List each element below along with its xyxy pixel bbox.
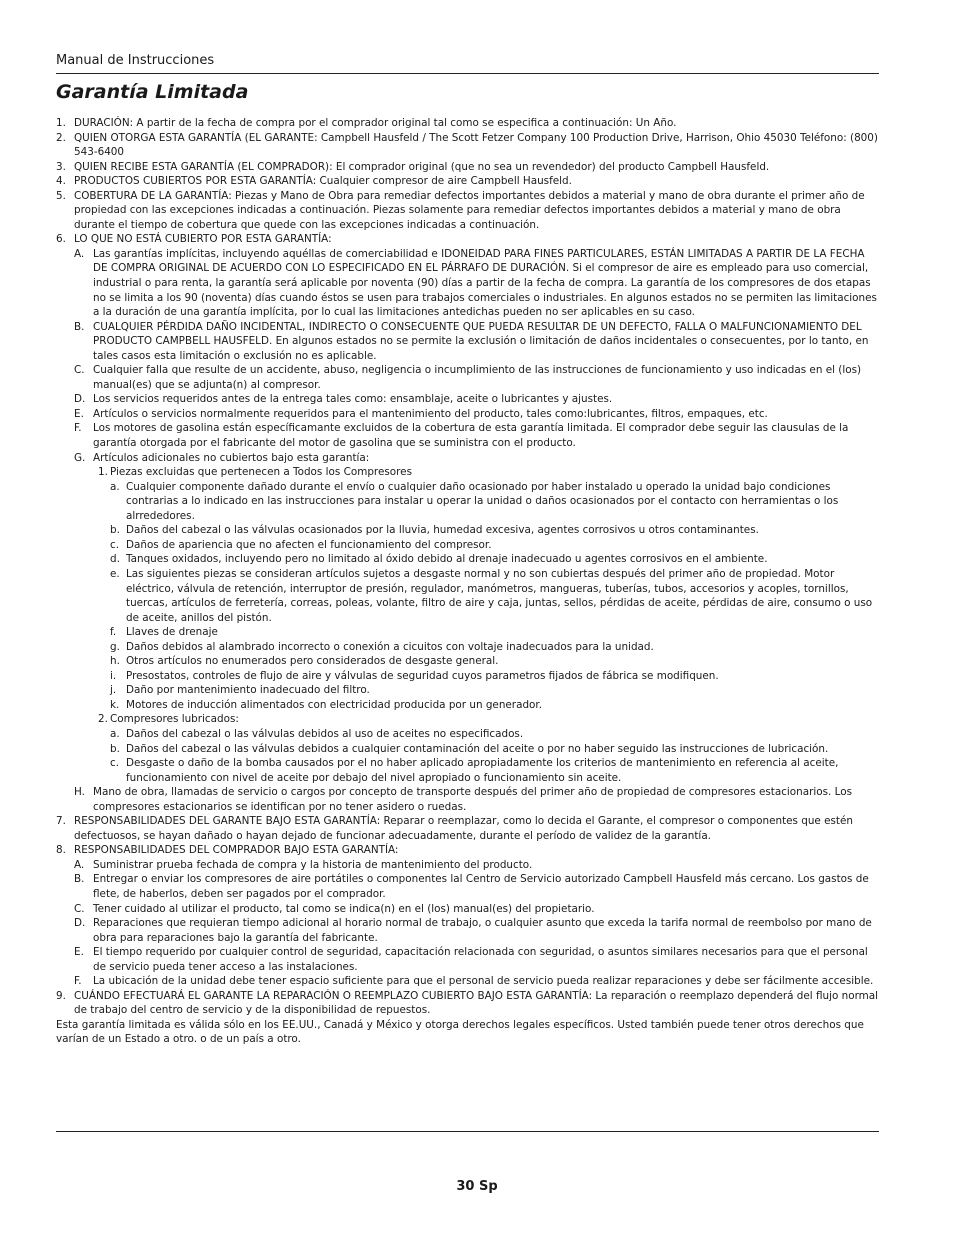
item-number: B. (74, 873, 85, 886)
warranty-item (56, 858, 880, 873)
item-text: Daños de apariencia que no afecten el funcionamiento del compresor. (126, 538, 492, 551)
item-number: a. (110, 480, 120, 493)
warranty-item (56, 698, 880, 713)
item-number: h. (110, 655, 120, 668)
warranty-item (56, 902, 880, 917)
warranty-item (56, 567, 880, 625)
warranty-item (56, 160, 880, 175)
item-number: 2. (98, 713, 108, 726)
item-text: Cualquier componente dañado durante el envío o cualquier daño ocasionado por haber instalado u operado la unidad bajo condiciones contrarias a lo indicado en las instrucciones para instalar u operar la unidad o daños ocasionados por el contacto con herramientas o los alrrededores. (126, 480, 839, 522)
item-text: Suministrar prueba fechada de compra y la historia de mantenimiento del producto. (93, 858, 533, 871)
item-number: H. (74, 786, 85, 799)
warranty-item (56, 232, 880, 247)
page-title: Garantía Limitada (56, 81, 249, 103)
item-number: 4. (56, 175, 66, 188)
item-number: 5. (56, 189, 66, 202)
item-text: CUALQUIER PÉRDIDA DAÑO INCIDENTAL, INDIRECTO O CONSECUENTE QUE PUEDA RESULTAR DE UN DEFECTO, FALLA O MALFUNCIONAMIENTO DEL PRODUCTO CAMPBELL HAUSFELD. En algunos estados no se permite la exclusión o limitación de daños incidentales o consecuentes, por lo tanto, en tales casos esta limitación o exclusión no es aplicable. (93, 320, 869, 362)
item-number: k. (110, 698, 120, 711)
item-number: B. (74, 320, 85, 333)
item-text: Mano de obra, llamadas de servicio o cargos por concepto de transporte después del primer año de propiedad de compresores estacionarios. Los compresores estacionarios se identifican por no tener asidero o ruedas. (93, 786, 853, 813)
item-text: Compresores lubricados: (110, 713, 239, 726)
item-number: 3. (56, 160, 66, 173)
item-text: Presostatos, controles de flujo de aire y válvulas de seguridad cuyos parametros fijados de fábrica se modifiquen. (126, 669, 719, 682)
warranty-item (56, 916, 880, 945)
item-number: E. (74, 407, 84, 420)
warranty-item (56, 421, 880, 450)
warranty-item (56, 654, 880, 669)
item-number: a. (110, 727, 120, 740)
item-number: e. (110, 567, 120, 580)
item-number: F. (74, 422, 82, 435)
warranty-item (56, 480, 880, 524)
item-text: Daños del cabezal o las válvulas debidos al uso de aceites no especificados. (126, 727, 524, 740)
item-number: f. (110, 626, 117, 639)
item-number: C. (74, 364, 85, 377)
warranty-item (56, 552, 880, 567)
item-number: c. (110, 757, 120, 770)
item-text: Cualquier falla que resulte de un accidente, abuso, negligencia o incumplimiento de las instrucciones de funcionamiento y uso indicadas en el (los) manual(es) que se adjunta(n) al compresor. (93, 364, 862, 391)
item-text: Artículos adicionales no cubiertos bajo esta garantía: (93, 451, 370, 464)
warranty-item (56, 712, 880, 727)
item-text: Los servicios requeridos antes de la entrega tales como: ensamblaje, aceite o lubricantes y ajustes. (93, 393, 613, 406)
warranty-item (56, 247, 880, 320)
item-number: D. (74, 393, 86, 406)
page-number: 30 Sp (456, 1179, 498, 1194)
running-header: Manual de Instrucciones (56, 53, 215, 68)
item-number: 1. (56, 117, 66, 129)
item-number: 1. (98, 466, 108, 479)
item-text: Los motores de gasolina están específicamante excluidos de la cobertura de esta garantía limitada. El comprador debe seguir las clausulas de la garantía otorgada por el fabricante del motor de gasolina que se suministra con el producto. (93, 422, 849, 450)
item-text: Desgaste o daño de la bomba causados por el no haber aplicado apropiadamente los criterios de mantenimiento en referencia al aceite, funcionamiento con nivel de aceite por debajo del nivel apropiado o funcionamiento sin aceite. (126, 757, 839, 784)
item-number: b. (110, 742, 120, 755)
item-number: 2. (56, 131, 66, 144)
item-number: A. (74, 858, 85, 871)
item-text: COBERTURA DE LA GARANTÍA: Piezas y Mano de Obra para remediar defectos importantes debidos a material y mano de obra durante el primer año de propiedad con las excepciones indicadas a continuación. Piezas solamente para remediar defectos importantes debidos a material y mano de obra durante el tiempo de cobertura que quede con las excepciones indicadas a continuación. (74, 189, 865, 231)
warranty-item (56, 625, 880, 640)
item-text: Daño por mantenimiento inadecuado del filtro. (126, 684, 370, 697)
item-number: 7. (56, 815, 66, 828)
item-text: QUIEN RECIBE ESTA GARANTÍA (EL COMPRADOR): El comprador original (que no sea un revendedor) del producto Campbell Hausfeld. (74, 160, 770, 173)
warranty-item (56, 785, 880, 814)
item-number: 8. (56, 844, 66, 857)
item-number: C. (74, 902, 85, 915)
item-text: PRODUCTOS CUBIERTOS POR ESTA GARANTÍA: Cualquier compresor de aire Campbell Hausfeld. (74, 175, 572, 188)
item-text: CUÁNDO EFECTUARÁ EL GARANTE LA REPARACIÓN O REEMPLAZO CUBIERTO BAJO ESTA GARANTÍA: La reparación o reemplazo dependerá del flujo normal de trabajo del centro de servicio y de la disponibilidad de repuestos. (74, 989, 879, 1017)
warranty-item (56, 174, 880, 189)
item-text: LO QUE NO ESTÁ CUBIERTO POR ESTA GARANTÍA: (74, 233, 332, 246)
item-number: d. (110, 553, 120, 566)
item-number: i. (110, 669, 117, 682)
warranty-item (56, 320, 880, 364)
item-text: La ubicación de la unidad debe tener espacio suficiente para que el personal de servicio pueda realizar reparaciones y debe ser fácilmente accesible. (93, 975, 874, 988)
item-text: Llaves de drenaje (126, 626, 218, 639)
warranty-item (56, 814, 880, 843)
item-number: D. (74, 917, 86, 930)
warranty-item (56, 407, 880, 422)
item-text: Tanques oxidados, incluyendo pero no limitado al óxido debido al drenaje inadecuado u agentes corrosivos en el ambiente. (126, 553, 768, 566)
item-number: F. (74, 975, 82, 988)
warranty-item (56, 974, 880, 989)
item-text: Otros artículos no enumerados pero considerados de desgaste general. (126, 655, 499, 668)
warranty-item (56, 742, 880, 757)
item-text: Daños del cabezal o las válvulas debidos a cualquier contaminación del aceite o por no haber seguido las instrucciones de lubricación. (126, 742, 829, 755)
warranty-item (56, 683, 880, 698)
item-number: g. (110, 640, 120, 653)
warranty-item (56, 465, 880, 480)
item-text: Artículos o servicios normalmente requeridos para el mantenimiento del producto, tales como:lubricantes, filtros, empaques, etc. (93, 407, 768, 420)
item-text: Entregar o enviar los compresores de aire portátiles o componentes lal Centro de Servicio autorizado Campbell Hausfeld más cercano. Los gastos de flete, de haberlos, deben ser pagados por el comprador. (93, 873, 869, 900)
item-text: Motores de inducción alimentados con electricidad producida por un generador. (126, 698, 543, 711)
item-text: Las siguientes piezas se consideran artículos sujetos a desgaste normal y no son cubiertas después del primer año de propiedad. Motor eléctrico, válvula de retención, interruptor de presión, regulador, manómetros, mangueras, tuberías, tubos, accesorios y acoples, tornillos, tuercas, artículos de ferretería, correas, poleas, volante, filtro de aire y caja, juntas, sellos, pérdidas de aceite, pérdidas de aire, consumo o uso de aceite, anillos del pistón. (126, 567, 873, 624)
item-number: b. (110, 524, 120, 537)
item-number: A. (74, 247, 85, 260)
warranty-item (56, 756, 880, 785)
warranty-item (56, 945, 880, 974)
warranty-item (56, 523, 880, 538)
warranty-item (56, 669, 880, 684)
warranty-item (56, 872, 880, 901)
item-text: Piezas excluidas que pertenecen a Todos los Compresores (110, 466, 412, 479)
item-text: QUIEN OTORGA ESTA GARANTÍA (EL GARANTE: Campbell Hausfeld / The Scott Fetzer Company 100 Production Drive, Harrison, Ohio 45030 Teléfono: (800) 543-6400 (74, 131, 878, 159)
item-text: RESPONSABILIDADES DEL GARANTE BAJO ESTA GARANTÍA: Reparar o reemplazar, como lo decida el Garante, el compresor o componentes que estén defectuosos, se hayan dañado o hayan dejado de funcionar adecuadamente, durante el período de validez de la garantía. (74, 815, 853, 842)
warranty-item (56, 843, 880, 858)
warranty-item (56, 640, 880, 655)
item-text: Daños debidos al alambrado incorrecto o conexión a cicuitos con voltaje inadecuados para la unidad. (126, 640, 654, 653)
item-number: E. (74, 946, 84, 959)
item-number: 6. (56, 233, 66, 246)
item-text: Reparaciones que requieran tiempo adicional al horario normal de trabajo, o cualquier asunto que exceda la tarifa normal de reembolso por mano de obra para reparaciones bajo la garantía del fabricante. (93, 917, 872, 944)
closing-statement: Esta garantía limitada es válida sólo en los EE.UU., Canadá y México y otorga derechos legales específicos. Usted también puede tener otros derechos que varían de un Estado a otro. o de un país a otro. (56, 1018, 864, 1046)
item-number: G. (74, 451, 86, 464)
header-divider (56, 73, 879, 74)
item-text: Las garantías implícitas, incluyendo aquéllas de comerciabilidad e IDONEIDAD PARA FINES PARTICULARES, ESTÁN LIMITADAS A PARTIR DE LA FECHA DE COMPRA ORIGINAL DE ACUERDO CON LO ESPECIFICADO EN EL PÁRRAFO DE DURACIÓN. Si el compresor de aire es empleado para uso comercial, industrial o para renta, la garantía será aplicable por noventa (90) días a partir de la fecha de compra. La garantía de los compresores de dos etapas no se limita a los 90 (noventa) días cuando éstos se usen para trabajos comerciales o industriales. En algunos estados no se permiten las limitaciones a la duración de una garantía implícita, por lo cual las limitaciones antedichas pueden no ser aplicables en su caso. (93, 247, 877, 319)
warranty-item (56, 727, 880, 742)
warranty-item (56, 116, 880, 131)
warranty-item (56, 189, 880, 233)
item-text: RESPONSABILIDADES DEL COMPRADOR BAJO ESTA GARANTÍA: (74, 844, 399, 857)
warranty-item (56, 451, 880, 466)
warranty-item (56, 131, 880, 160)
warranty-item (56, 989, 880, 1018)
item-text: Daños del cabezal o las válvulas ocasionados por la lluvia, humedad excesiva, agentes corrosivos u otros contaminantes. (126, 524, 759, 537)
footer-divider (56, 1131, 879, 1132)
item-number: j. (110, 684, 117, 697)
warranty-item (56, 392, 880, 407)
item-number: 9. (56, 989, 66, 1002)
item-text: DURACIÓN: A partir de la fecha de compra por el comprador original tal como se especifica a continuación: Un Año. (74, 117, 677, 129)
warranty-body (56, 116, 880, 1047)
warranty-item (56, 363, 880, 392)
item-text: El tiempo requerido por cualquier control de seguridad, capacitación relacionada con seguridad, o asuntos similares necesarios para que el personal de servicio pueda tener acceso a las instalaciones. (93, 946, 868, 973)
item-number: c. (110, 538, 120, 551)
item-text: Tener cuidado al utilizar el producto, tal como se indica(n) en el (los) manual(es) del propietario. (93, 902, 595, 915)
warranty-item (56, 538, 880, 553)
